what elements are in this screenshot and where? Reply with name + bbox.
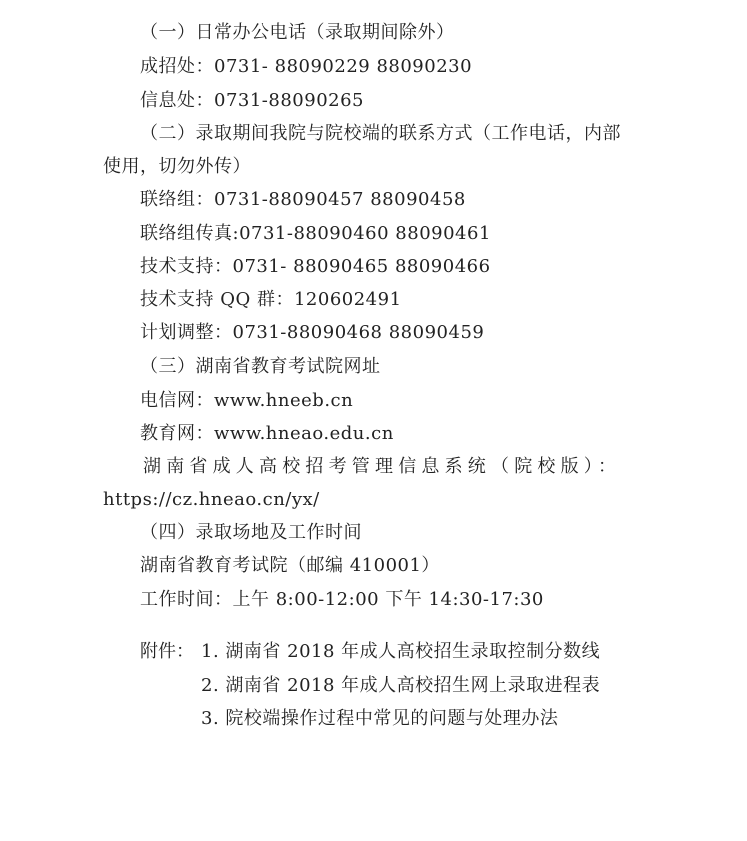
contact-liaison-fax: 联络组传真:0731-88090460 88090461 xyxy=(140,223,491,244)
working-hours: 工作时间：上午 8:00-12:00 下午 14:30-17:30 xyxy=(140,589,544,610)
attachment-item-1: 1. 湖南省 2018 年成人高校招生录取控制分数线 xyxy=(201,641,601,662)
attachment-item-2: 2. 湖南省 2018 年成人高校招生网上录取进程表 xyxy=(201,675,601,696)
contact-liaison: 联络组：0731-88090457 88090458 xyxy=(140,189,466,210)
office-phone-info: 信息处：0731-88090265 xyxy=(140,90,365,111)
attachments-label: 附件： xyxy=(140,641,194,662)
office-phone-enrollment: 成招处：0731- 88090229 88090230 xyxy=(140,56,473,77)
website-telecom: 电信网：www.hneeb.cn xyxy=(140,390,354,411)
attachment-item-3: 3. 院校端操作过程中常见的问题与处理办法 xyxy=(201,708,559,729)
system-name: 湖南省成人高校招考管理信息系统（院校版）： xyxy=(143,456,622,477)
venue-address: 湖南省教育考试院（邮编 410001） xyxy=(140,555,440,576)
system-url: https://cz.hneao.cn/yx/ xyxy=(103,489,320,510)
section2-heading-line1: （二）录取期间我院与院校端的联系方式（工作电话，内部 xyxy=(140,123,621,144)
section4-heading: （四）录取场地及工作时间 xyxy=(140,522,362,543)
section2-heading-line2: 使用，切勿外传） xyxy=(103,156,251,177)
contact-tech-qq: 技术支持 QQ 群：120602491 xyxy=(140,289,402,310)
section3-heading: （三）湖南省教育考试院网址 xyxy=(140,356,381,377)
contact-plan-adjust: 计划调整：0731-88090468 88090459 xyxy=(140,322,485,343)
contact-tech-support: 技术支持：0731- 88090465 88090466 xyxy=(140,256,491,277)
section1-heading: （一）日常办公电话（录取期间除外） xyxy=(140,22,455,43)
website-education: 教育网：www.hneao.edu.cn xyxy=(140,423,394,444)
